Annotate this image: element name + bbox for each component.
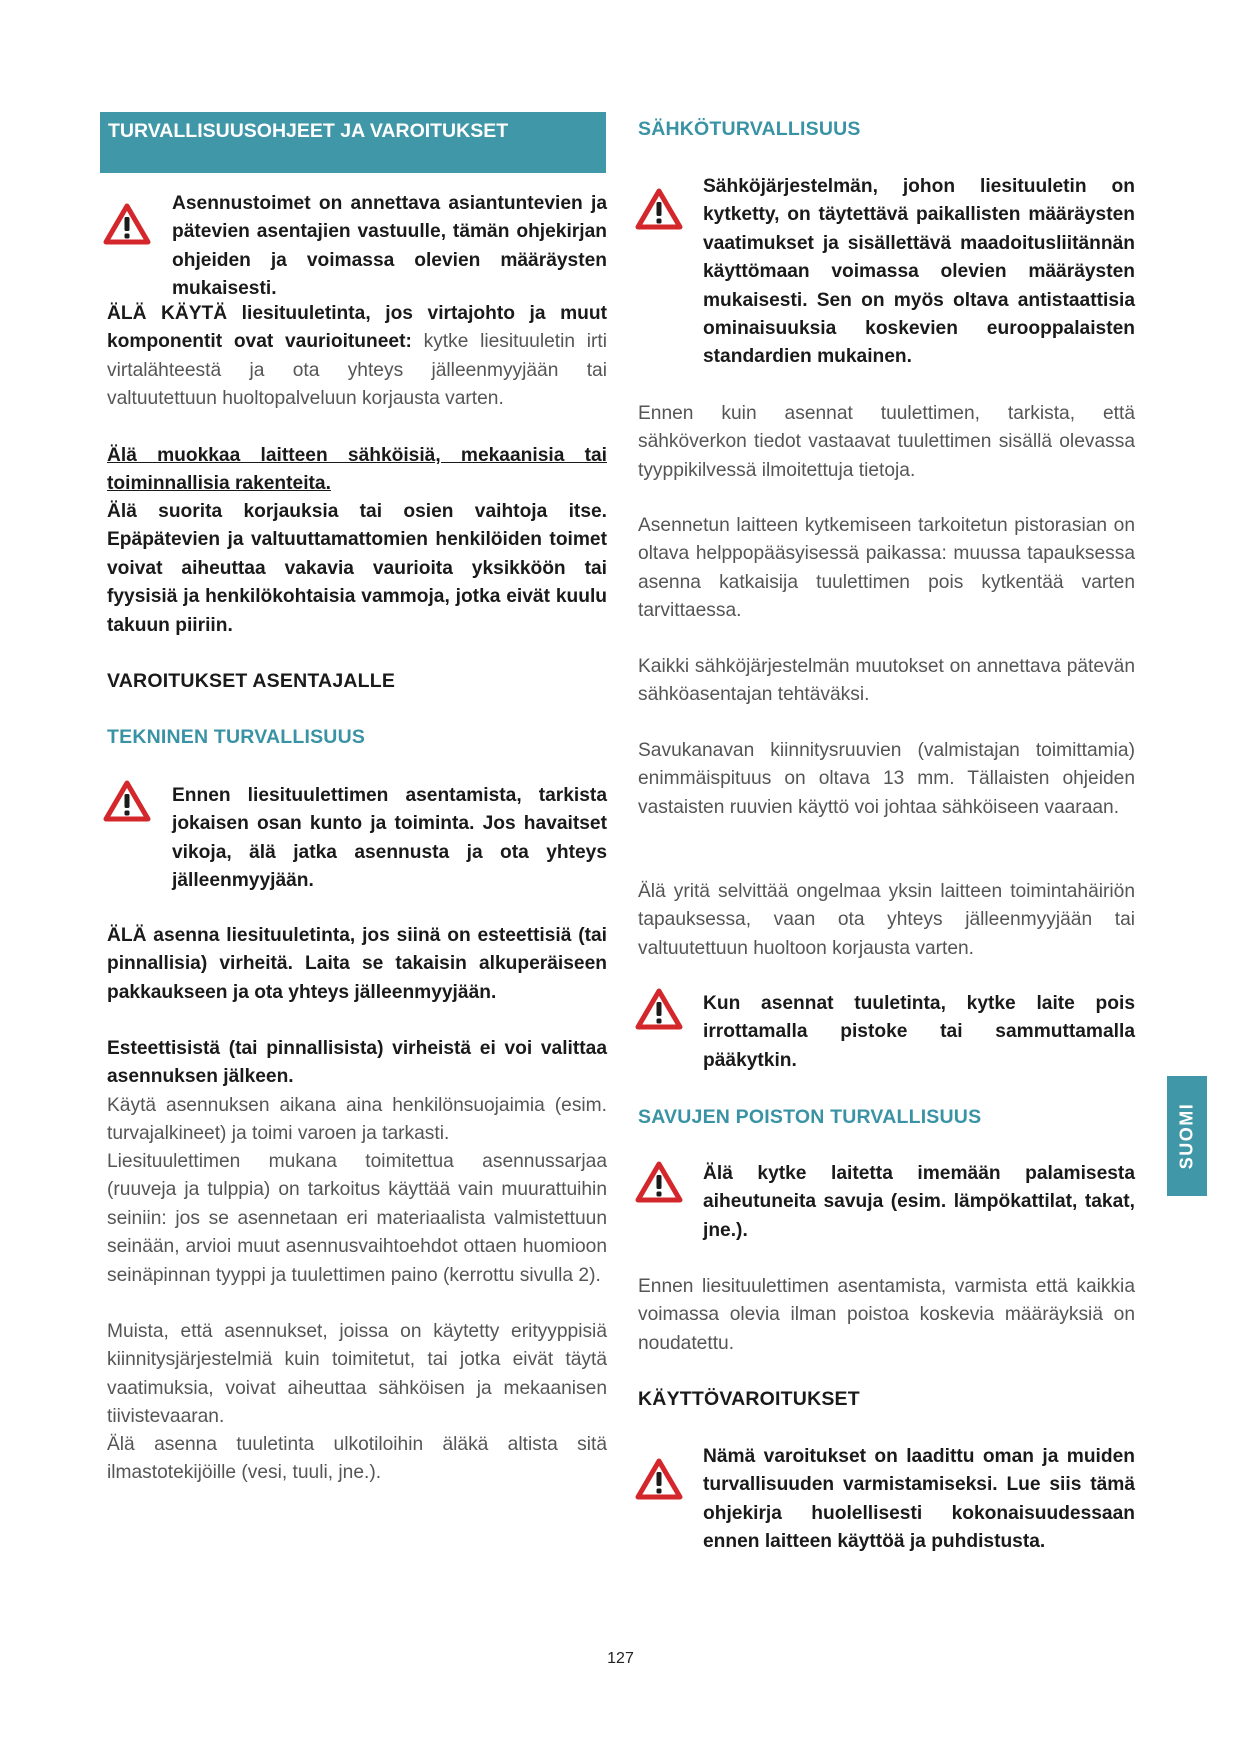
smoke-safety-title: SAVUJEN POISTON TURVALLISUUS [638, 1106, 982, 1128]
warning-icon [635, 1161, 683, 1203]
side-tab-label: SUOMI [1176, 1102, 1197, 1170]
kun-asennat-warning: Kun asennat tuuletinta, kytke laite pois irrottamalla pistoke tai sammuttamalla pääkytkin. [703, 993, 1135, 1071]
ala-asenna-ulko-paragraph: Älä asenna tuuletinta ulkotiloihin äläkä altista sitä ilmastotekijöille (vesi, tuuli, jne.). [107, 1434, 607, 1484]
ala-muokkaa: Älä muokkaa laitteen sähköisiä, mekaanisia tai toiminnallisia rakenteita. [107, 445, 607, 495]
ennen-kuin-paragraph: Ennen kuin asennat tuulettimen, tarkista, että sähköverkon tiedot vastaavat tuulettimen sisällä olevassa tyyppikilvessä ilmoitettuja tietoja. [638, 403, 1135, 481]
electrical-safety-title: SÄHKÖTURVALLISUUS [638, 118, 861, 140]
liesituulettimen-paragraph: Liesituulettimen mukana toimitettua asennussarjaa (ruuveja ja tulppia) on tarkoitus käyttää vain muurattuihin seiniin: jos se asennetaan eri materiaalista valmistettuun seinään, arvioi muut asennusvaihtoehdot ottaen huomioon seinäpinnan tyyppi ja tuulettimen paino (kerrottu sivulla 2). [107, 1151, 607, 1286]
esteettisista-paragraph: Esteettisistä (tai pinnallisista) virheistä ei voi valittaa asennuksen jälkeen. [107, 1038, 607, 1088]
installer-warnings-title: VAROITUKSET ASENTAJALLE [107, 670, 396, 692]
kayta-paragraph: Käytä asennuksen aikana aina henkilönsuojaimia (esim. turvajalkineet) ja toimi varoen ja tarkasti. [107, 1095, 607, 1145]
technical-safety-title: TEKNINEN TURVALLISUUS [107, 726, 366, 748]
ala-asenna-paragraph: ÄLÄ asenna liesituuletinta, jos siinä on esteettisiä (tai pinnallisia) virheitä. Laita se takaisin alkuperäiseen pakkaukseen ja ota yhteys jälleenmyyjään. [107, 925, 607, 1003]
asennetun-paragraph: Asennetun laitteen kytkemiseen tarkoitetun pistorasian on oltava helppopääsyisessä paikassa: muussa tapauksessa asenna katkaisija tuulettimen pois kytkentää varten tarvittaessa. [638, 515, 1135, 622]
muista-paragraph: Muista, että asennukset, joissa on käytetty erityyppisiä kiinnitysjärjestelmiä kuin toimitetut, tai jotka eivät täytä vaatimuksia, voivat aiheuttaa sähköisen ja mekaanisen tiivistevaaran. [107, 1321, 607, 1428]
warning-icon [635, 988, 683, 1030]
savukanavan-paragraph: Savukanavan kiinnitysruuvien (valmistajan toimittamia) enimmäispituus on oltava 13 mm. Tällaisten ohjeiden vastaisten ruuvien käyttö voi johtaa sähköiseen vaaraan. [638, 740, 1135, 818]
section-header-safety [100, 112, 606, 173]
page-number: 127 [607, 1650, 634, 1667]
intro-warning: Asennustoimet on annettava asiantuntevien ja pätevien asentajien vastuulle, tämän ohjekirjan ohjeiden ja voimassa olevien määräysten mukaisesti. [172, 193, 607, 300]
usage-warning: Nämä varoitukset on laadittu oman ja muiden turvallisuuden varmistamiseksi. Lue siis tämä ohjekirja huolellisesti kokonaisuudessaan ennen laitteen käyttöä ja puhdistusta. [703, 1446, 1135, 1553]
language-side-tab [1167, 1076, 1207, 1196]
technical-warning: Ennen liesituulettimen asentamista, tarkista jokaisen osan kunto ja toiminta. Jos havaitset vikoja, älä jatka asennusta ja ota yhteys jälleenmyyjään. [172, 785, 607, 892]
ennen-lies-paragraph: Ennen liesituulettimen asentamista, varmista että kaikkia voimassa olevia ilman poistoa koskevia määräyksiä on noudatettu. [638, 1276, 1135, 1354]
section-header-text: TURVALLISUUSOHJEET JA VAROITUKSET [108, 120, 509, 142]
ala-yrita-paragraph: Älä yritä selvittää ongelmaa yksin laitteen toimintahäiriön tapauksessa, vaan ota yhteys jälleenmyyjään tai valtuutettuun huoltoon korjausta varten. [638, 881, 1135, 959]
ala-suorita: Älä suorita korjauksia tai osien vaihtoja itse. Epäpätevien ja valtuuttamattomien henkilöiden toimet voivat aiheuttaa vakavia vaurioita yksikköön tai fyysisiä ja henkilökohtaisia vammoja, jotka eivät kuulu takuun piiriin. [107, 501, 607, 636]
kaikki-paragraph: Kaikki sähköjärjestelmän muutokset on annettava pätevän sähköasentajan tehtäväksi. [638, 656, 1135, 706]
ala-kayta-paragraph: ÄLÄ KÄYTÄ liesituuletinta, jos virtajohto ja muut komponentit ovat vaurioituneet: kytke liesituuletin irti virtalähteestä ja ota yhteys jälleenmyyjään tai valtuutettuun huoltopalveluun korjausta varten. [107, 303, 607, 410]
usage-warnings-title: KÄYTTÖVAROITUKSET [638, 1388, 860, 1410]
smoke-warning: Älä kytke laitetta imemään palamisesta aiheutuneita savuja (esim. lämpökattilat, takat, jne.). [703, 1163, 1135, 1241]
electrical-warning: Sähköjärjestelmän, johon liesituuletin on kytketty, on täytettävä paikallisten määräysten vaatimukset ja sisällettävä maadoitusliitännän käyttömaan voimassa olevien määräysten mukaisesti. Sen on myös oltava antistaattisia ominaisuuksia koskevien eurooppalaisten standardien mukainen. [703, 176, 1135, 368]
warning-icon [103, 780, 151, 822]
